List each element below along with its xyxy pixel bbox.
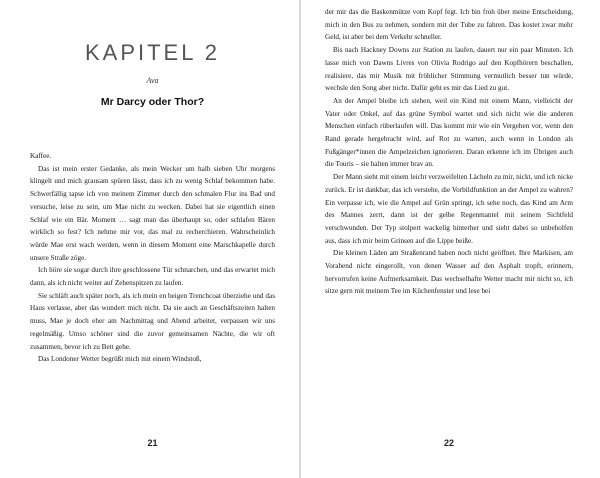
left-page-body bbox=[30, 150, 275, 366]
paragraph: Sie schläft auch später noch, als ich mein en beigen Trenchcoat überziehe und das Haus verlasse, aber das wundert mich nicht. Da sie auch an Geschäftszeiten halten muss, Mae je doch eher am Nachmittag und Abend arbeitet, verpassen wir uns regelmäßig. Umso schöner sind die zuvor gemeinsamen Nächte, die wir oft zusammen, bevor ich zu Bett gehe. bbox=[30, 291, 275, 351]
chapter-subtitle: Mr Darcy oder Thor? bbox=[100, 96, 205, 108]
chapter-title: KAPITEL 2 bbox=[84, 40, 220, 65]
chapter-narrator: Ava bbox=[146, 76, 159, 85]
page-number: 22 bbox=[443, 438, 454, 448]
paragraph: Ich höre sie sogar durch ihre geschlossene Tür schnarchen, und das erwartet mich dann, als ich nicht weiter auf Zehenspitzen zu laufen. bbox=[30, 266, 275, 288]
page-number: 21 bbox=[147, 438, 158, 448]
paragraph: An der Ampel bleibe ich stehen, weil ein Kind mit einem Mann, vielleicht der Vater oder Onkel, auf das grüne Symbol wartet und sich nicht wie die anderen Menschen einfach rüberlaufen will. Das kommt mir wie ein Vergehen vor, wenn den Rand gerade hergebracht wird, auf Rot zu warten, auch wenn in London als Fußgänger*innen die Ampelzeichen ignorieren. Daran erkenne ich im Übrigen auch die Touris – sie halten immer brav an. bbox=[325, 96, 573, 169]
paragraph: Das Londoner Wetter begrüßt mich mit einem Windstoß, bbox=[38, 355, 202, 364]
paragraph: Bis nach Hackney Downs zur Station zu laufen, dauert nur ein paar Minuten. Ich lasse mich von Dawns Livres von Olivia Rodrigo auf den Kopfhörern beschallen, realisiere, das mir Musik mit fröhlicher Stimmung vermutlich besser tun würde, wechsle den Song aber nicht. Dafür geht es mir das Lied zu gut. bbox=[325, 46, 573, 93]
book-gutter bbox=[299, 0, 301, 478]
right-page-body bbox=[325, 6, 573, 298]
paragraph: Kaffee. bbox=[30, 152, 52, 160]
paragraph: der mir das die Baskenmütze vom Kopf fegt. Ich bin froh über meine Entscheidung, mich in den Bus zu nehmen, sondern mit der Tube zu fahren. Das kostet zwar mehr Geld, ist aber bei dem Verkehr schneller. bbox=[325, 8, 573, 42]
paragraph: Der Mann sieht mit einem leicht verzweifelten Lächeln zu mir, nickt, und ich nicke zurück. Er ist dankbar, das ich verstehe, die Vorbildfunktion an der Ampel zu wahren? Ein verpasse ich, wie die Ampel auf Grün springt, ich sehe noch, das Kind am Arm des Mannes zerrt, dann ist der gelbe Regenmantel mit seinem Sichtfeld verschwunden. Der Typ stolpert wackelig hinterher und sieht dabei so unbeholfen aus, dass ich mir beim Grinsen auf die Lippe beiße. bbox=[325, 173, 573, 245]
paragraph: Die kleinen Läden am Straßenrand haben noch nicht geöffnet. Ihre Markisen, am Vorabend nicht eingerollt, von denen Wasser auf den Asphalt tropft, erinnern, hervorrufen keine Aufmerksamkeit. Das wechselhafte Wetter macht mir nicht so, ich sitze gern mit meinem Tee im Küchenfenster und lese bei bbox=[325, 249, 573, 296]
left-page bbox=[30, 0, 275, 478]
right-page bbox=[325, 0, 573, 478]
paragraph: Das ist mein erster Gedanke, als mein Wecker um halb sieben Uhr morgens klingelt und mich grausam spüren lässt, dass ich zu wenig Schlaf bekommen habe. Schwerfällig tapse ich von meinem Zimmer durch den schmalen Flur ins Bad und versuche, leise zu sein, um Mae nicht zu wecken. Dabei hat sie eigentlich einen Schlaf wie ein Bär. Moment … sagt man das überhaupt so, oder schlafen Bären wirklich so fest? Ich nehme mir vor, das mal zu recherchieren. Wahrscheinlich würde Mae erst wach werden, wenn in diesem Moment eine Marschkapelle durch unsere Straße zöge. bbox=[30, 164, 275, 262]
